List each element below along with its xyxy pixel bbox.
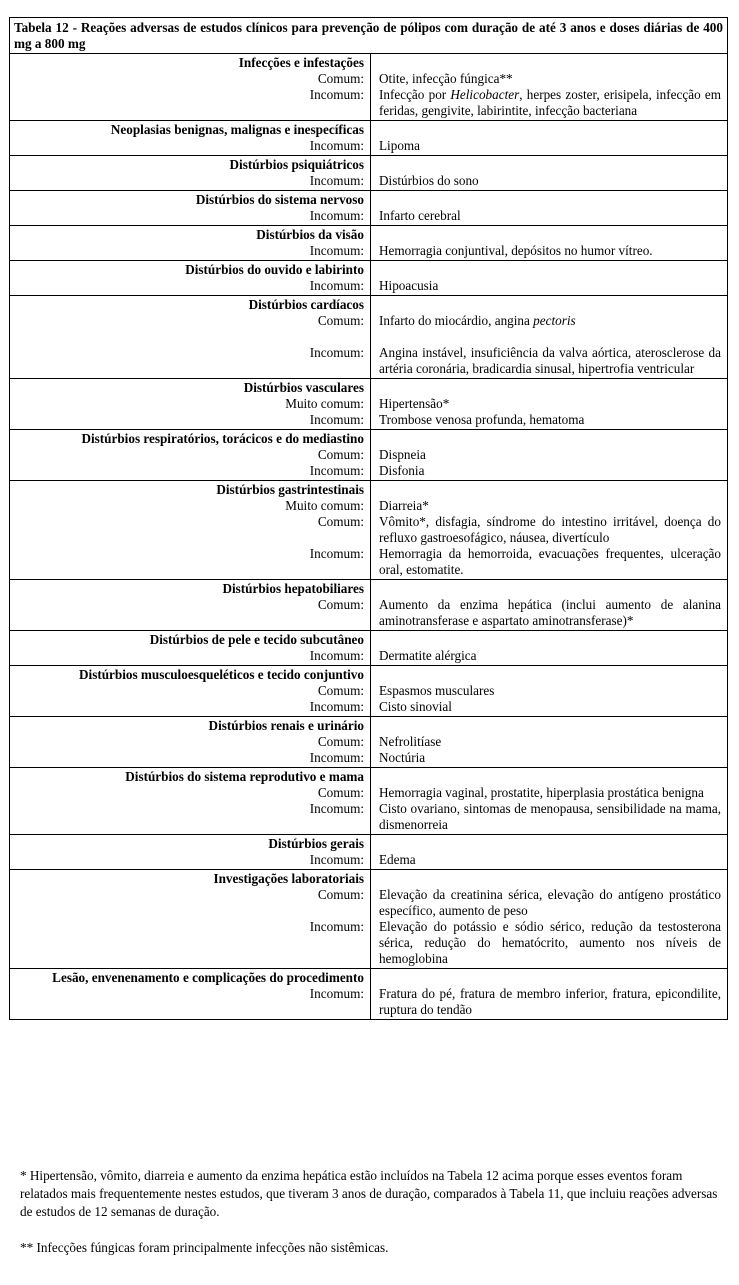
adverse-reaction-terms: Hemorragia da hemorroida, evacuações frequentes, ulceração oral, estomatite.	[379, 546, 721, 577]
category-cell	[10, 296, 371, 379]
adverse-reaction-terms: Infecção por Helicobacter, herpes zoster, erisipela, infecção em feridas, gengivite, labirintite, infecção bacteriana	[379, 87, 721, 118]
adverse-reaction-terms: Hemorragia conjuntival, depósitos no humor vítreo.	[379, 243, 653, 258]
table-caption-row	[10, 18, 728, 54]
category-label: Distúrbios do sistema reprodutivo e mama	[125, 769, 364, 784]
category-label: Distúrbios cardíacos	[248, 297, 364, 312]
terms-cell	[371, 296, 728, 379]
terms-cell	[371, 969, 728, 1020]
category-cell	[10, 481, 371, 580]
table-caption: Tabela 12 - Reações adversas de estudos clínicos para prevenção de pólipos com duração de até 3 anos e doses diárias de 400 mg a 800 mg	[10, 18, 728, 54]
adverse-reaction-terms: Espasmos musculares	[379, 683, 495, 698]
row-spacer	[379, 380, 721, 396]
adverse-reaction-terms: Nefrolitíase	[379, 734, 442, 749]
frequency-label: Comum:	[317, 447, 364, 462]
terms-cell	[371, 54, 728, 121]
frequency-label: Incomum:	[309, 750, 364, 765]
frequency-label: Incomum:	[309, 278, 364, 293]
frequency-label: Incomum:	[309, 546, 364, 561]
frequency-label: Incomum:	[309, 87, 364, 102]
adverse-reaction-terms: Cisto sinovial	[379, 699, 452, 714]
row-spacer	[379, 262, 721, 278]
frequency-label: Comum:	[317, 734, 364, 749]
table-row	[10, 379, 728, 430]
adverse-reaction-terms: Otite, infecção fúngica**	[379, 71, 513, 86]
frequency-label: Incomum:	[309, 208, 364, 223]
category-cell	[10, 969, 371, 1020]
frequency-label: Incomum:	[309, 463, 364, 478]
adverse-reaction-terms: Dispneia	[379, 447, 426, 462]
category-label: Distúrbios da visão	[256, 227, 364, 242]
frequency-label: Incomum:	[309, 345, 364, 360]
category-label: Distúrbios musculoesqueléticos e tecido conjuntivo	[79, 667, 364, 682]
frequency-label: Muito comum:	[285, 498, 364, 513]
category-label: Distúrbios do ouvido e labirinto	[185, 262, 364, 277]
category-label: Distúrbios de pele e tecido subcutâneo	[149, 632, 364, 647]
table-row	[10, 121, 728, 156]
frequency-label: Comum:	[317, 785, 364, 800]
table-row	[10, 666, 728, 717]
terms-cell	[371, 768, 728, 835]
terms-cell	[371, 191, 728, 226]
category-label: Distúrbios vasculares	[243, 380, 364, 395]
frequency-label: Comum:	[317, 597, 364, 612]
table-row	[10, 870, 728, 969]
adverse-reaction-terms: Distúrbios do sono	[379, 173, 479, 188]
adverse-reaction-terms: Infarto do miocárdio, angina pectoris	[379, 313, 576, 328]
row-spacer	[379, 581, 721, 597]
terms-cell	[371, 870, 728, 969]
category-label: Distúrbios hepatobiliares	[222, 581, 364, 596]
terms-cell	[371, 717, 728, 768]
category-cell	[10, 430, 371, 481]
footnote-1: * Hipertensão, vômito, diarreia e aumento da enzima hepática estão incluídos na Tabela 12 acima porque esses eventos foram relatados mais frequentemente nestes estudos, que tiveram 3 anos de duração, comparados à Tabela 11, que incluiu reações adversas de estudos de 12 semanas de duração.	[20, 1168, 718, 1219]
category-label: Investigações laboratoriais	[213, 871, 364, 886]
terms-cell	[371, 430, 728, 481]
adverse-reaction-terms: Cisto ovariano, sintomas de menopausa, sensibilidade na mama, dismenorreia	[379, 801, 721, 832]
row-spacer	[12, 329, 364, 345]
terms-cell	[371, 481, 728, 580]
table-row	[10, 430, 728, 481]
adverse-reactions-table	[9, 17, 728, 1020]
terms-cell	[371, 261, 728, 296]
table-row	[10, 261, 728, 296]
table-row	[10, 191, 728, 226]
category-label: Infecções e infestações	[238, 55, 364, 70]
frequency-label: Comum:	[317, 683, 364, 698]
frequency-label: Comum:	[317, 313, 364, 328]
table-row	[10, 54, 728, 121]
frequency-label: Incomum:	[309, 648, 364, 663]
category-cell	[10, 835, 371, 870]
table-row	[10, 717, 728, 768]
category-cell	[10, 156, 371, 191]
category-cell	[10, 717, 371, 768]
frequency-label: Muito comum:	[285, 396, 364, 411]
row-spacer	[379, 431, 721, 447]
frequency-label: Incomum:	[309, 412, 364, 427]
row-spacer	[379, 55, 721, 71]
terms-cell	[371, 156, 728, 191]
footnotes	[20, 1167, 720, 1257]
footnote-2: ** Infecções fúngicas foram principalmente infecções não sistêmicas.	[20, 1240, 389, 1255]
frequency-label: Incomum:	[309, 699, 364, 714]
category-cell	[10, 580, 371, 631]
row-spacer	[379, 667, 721, 683]
category-label: Distúrbios gastrintestinais	[216, 482, 364, 497]
table-row	[10, 481, 728, 580]
table-row	[10, 580, 728, 631]
adverse-reaction-terms: Diarreia*	[379, 498, 429, 513]
frequency-label: Incomum:	[309, 919, 364, 934]
row-spacer	[379, 329, 721, 345]
table-row	[10, 969, 728, 1020]
adverse-reaction-terms: Infarto cerebral	[379, 208, 461, 223]
row-spacer	[379, 297, 721, 313]
adverse-reaction-terms: Elevação da creatinina sérica, elevação do antígeno prostático específico, aumento de peso	[379, 887, 721, 918]
adverse-reaction-terms: Aumento da enzima hepática (inclui aumento de alanina aminotransferase e aspartato aminotransferase)*	[379, 597, 721, 628]
adverse-reaction-terms: Edema	[379, 852, 416, 867]
category-cell	[10, 666, 371, 717]
terms-cell	[371, 580, 728, 631]
row-spacer	[379, 769, 721, 785]
category-cell	[10, 191, 371, 226]
adverse-reaction-terms: Noctúria	[379, 750, 426, 765]
category-cell	[10, 121, 371, 156]
terms-cell	[371, 631, 728, 666]
frequency-label: Incomum:	[309, 852, 364, 867]
category-cell	[10, 870, 371, 969]
terms-cell	[371, 121, 728, 156]
table-row	[10, 768, 728, 835]
row-spacer	[379, 871, 721, 887]
frequency-label: Comum:	[317, 887, 364, 902]
category-cell	[10, 54, 371, 121]
terms-cell	[371, 379, 728, 430]
row-spacer	[379, 718, 721, 734]
frequency-label: Incomum:	[309, 243, 364, 258]
category-cell	[10, 379, 371, 430]
frequency-label: Incomum:	[309, 173, 364, 188]
adverse-reaction-terms: Angina instável, insuficiência da valva aórtica, aterosclerose da artéria coronária, bradicardia sinusal, hipertrofia ventricular	[379, 345, 721, 376]
frequency-label: Comum:	[317, 514, 364, 529]
table-row	[10, 631, 728, 666]
frequency-label: Incomum:	[309, 138, 364, 153]
row-spacer	[379, 192, 721, 208]
category-label: Distúrbios gerais	[268, 836, 364, 851]
adverse-reaction-terms: Fratura do pé, fratura de membro inferior, fratura, epicondilite, ruptura do tendão	[379, 986, 721, 1017]
adverse-reaction-terms: Vômito*, disfagia, síndrome do intestino irritável, doença do refluxo gastroesofágico, náusea, divertículo	[379, 514, 721, 545]
adverse-reaction-terms: Hipoacusia	[379, 278, 439, 293]
category-label: Distúrbios psiquiátricos	[229, 157, 364, 172]
adverse-reaction-terms: Dermatite alérgica	[379, 648, 477, 663]
table-row	[10, 835, 728, 870]
category-label: Lesão, envenenamento e complicações do procedimento	[52, 970, 364, 985]
adverse-reaction-terms: Trombose venosa profunda, hematoma	[379, 412, 585, 427]
category-cell	[10, 631, 371, 666]
table-row	[10, 156, 728, 191]
adverse-reaction-terms: Elevação do potássio e sódio sérico, redução da testosterona sérica, redução do hematócrito, aumento nos níveis de hemoglobina	[379, 919, 721, 966]
row-spacer	[379, 482, 721, 498]
row-spacer	[379, 632, 721, 648]
category-label: Distúrbios renais e urinário	[208, 718, 364, 733]
category-cell	[10, 768, 371, 835]
terms-cell	[371, 666, 728, 717]
row-spacer	[379, 227, 721, 243]
table-row	[10, 296, 728, 379]
category-cell	[10, 226, 371, 261]
row-spacer	[379, 836, 721, 852]
frequency-label: Incomum:	[309, 801, 364, 816]
row-spacer	[379, 157, 721, 173]
frequency-label: Incomum:	[309, 986, 364, 1001]
category-label: Neoplasias benignas, malignas e inespecíficas	[110, 122, 364, 137]
category-label: Distúrbios do sistema nervoso	[195, 192, 364, 207]
row-spacer	[379, 122, 721, 138]
table-row	[10, 226, 728, 261]
adverse-reaction-terms: Hemorragia vaginal, prostatite, hiperplasia prostática benigna	[379, 785, 704, 800]
adverse-reaction-terms: Disfonia	[379, 463, 425, 478]
adverse-reaction-terms: Lipoma	[379, 138, 421, 153]
frequency-label: Comum:	[317, 71, 364, 86]
row-spacer	[379, 970, 721, 986]
terms-cell	[371, 226, 728, 261]
adverse-reaction-terms: Hipertensão*	[379, 396, 450, 411]
terms-cell	[371, 835, 728, 870]
category-cell	[10, 261, 371, 296]
category-label: Distúrbios respiratórios, torácicos e do mediastino	[81, 431, 364, 446]
